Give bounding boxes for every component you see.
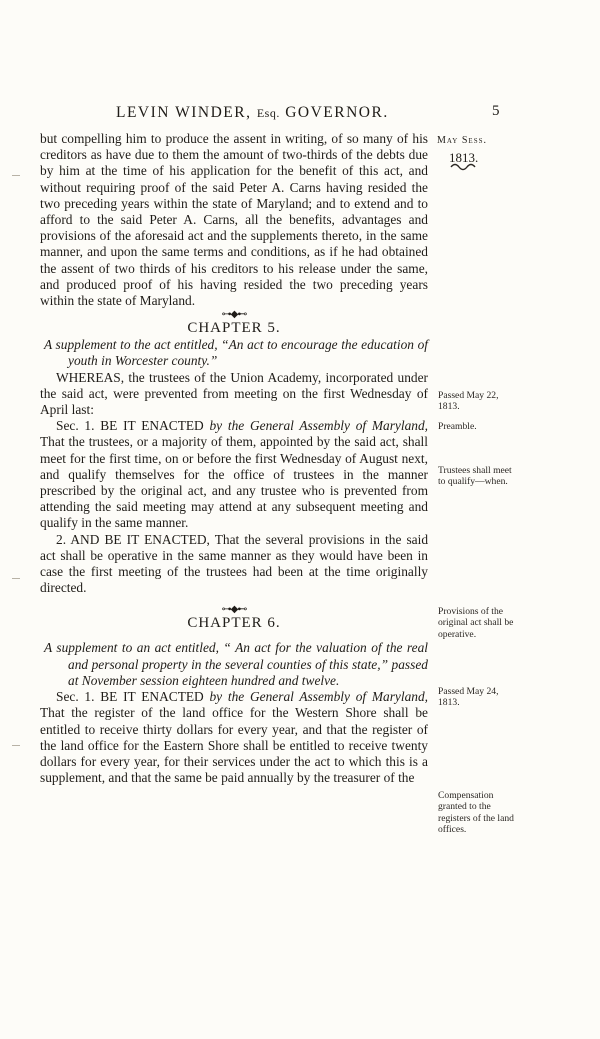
margin-note-trustees-meet: Trustees shall meet to qualify—when.: [438, 465, 512, 488]
running-header: [116, 104, 516, 122]
tilde-ornament-icon: [449, 161, 479, 173]
header-title-pre: LEVIN WINDER,: [116, 104, 257, 121]
margin-note-passed-may-24: Passed May 24, 1813.: [438, 686, 499, 709]
header-title-esq: Esq.: [256, 106, 280, 120]
chapter-6-section-1: [40, 689, 428, 786]
margin-tick-mark: [12, 745, 20, 746]
margin-tick-mark: [12, 175, 20, 176]
margin-note-compensation: Compensation granted to the registers of the land offices.: [438, 790, 514, 836]
chapter-6-title: CHAPTER 6.: [187, 615, 281, 632]
preamble-whereas: WHEREAS,: [56, 369, 125, 385]
main-text-column: [40, 131, 428, 786]
session-year: 1813.: [449, 150, 479, 165]
section-number: Sec. 1.: [56, 689, 101, 705]
chapter-5-title: CHAPTER 5.: [187, 320, 281, 337]
chapter-5-preamble: [40, 370, 428, 419]
section-text: That the several provisions in the said act shall be operative in the same manner as they would have been in case the first meeting of the trustees had been at the time originally directed.: [40, 531, 429, 596]
margin-note-provisions-operative: Provisions of the original act shall be operative.: [438, 606, 514, 640]
margin-note-preamble: Preamble.: [438, 421, 477, 432]
section-number: Sec. 1.: [56, 418, 101, 434]
session-label: May Sess.: [437, 135, 487, 146]
spacer: [40, 596, 428, 604]
margin-note-passed-may-22: Passed May 22, 1813.: [438, 390, 499, 413]
margin-tick-mark: [12, 578, 20, 579]
assembly-clause: by the General Assembly of Maryland,: [203, 418, 429, 434]
enacting-clause: BE IT ENACTED: [100, 418, 204, 434]
section-ornament-icon: ⊶◆⊷: [221, 604, 247, 616]
section-number: 2.: [56, 531, 71, 547]
section-text: That the register of the land office for the Western Shore shall be entitled to receive thirty dollars for every year, and that the register of the land office for the Eastern Shore shall be entitled to receive twenty dollars for every year, for their services under the act to which this is a supplement, and that the same be paid annually by the treasurer of the: [40, 705, 428, 786]
section-text: That the trustees, or a majority of them, appointed by the said act, shall meet for the first time, on or before the first Wednesday of August next, and qualify themselves for the office of trustees in the manner prescribed by the original act, and any trustee who is prevented from attending the said meeting may attend at any subsequent meeting and qualify in the same manner.: [40, 434, 428, 531]
preamble-text: the trustees of the Union Academy, incorporated under the said act, were prevented from meeting on the first Wednesday of April last:: [40, 369, 428, 418]
spacer: [40, 632, 428, 640]
header-title-post: GOVERNOR.: [279, 104, 389, 121]
page-number: 5: [492, 103, 500, 119]
chapter-5-section-1: [40, 418, 428, 531]
section-ornament-icon: ⊶◆⊷: [221, 309, 247, 321]
continued-paragraph: but compelling him to produce the assent in writing, of so many of his creditors as have due to them the amount of two-thirds of the debts due by him at the time of his application for the benefit of this act, and without requiring proof of the said Peter A. Carns having resided the two preceding years within the state of Maryland; and to extend and to afford to the said Peter A. Carns, all the benefits, advantages and provisions of the aforesaid act and the supplements thereto, in the same manner, and upon the same terms and conditions, as if he had obtained the assent of two thirds of his creditors to his release under the same, and produced proof of his having resided the two preceding years within the state of Maryland.: [40, 131, 428, 309]
chapter-5-subtitle: A supplement to the act entitled, “An act to encourage the education of youth in Worcester county.”: [44, 337, 428, 369]
chapter-6-subtitle: A supplement to an act entitled, “ An act for the valuation of the real and personal property in the several counties of this state,” passed at November session eighteen hundred and twelve.: [44, 640, 428, 688]
chapter-5-section-2: [40, 532, 428, 597]
enacting-clause: BE IT ENACTED: [100, 689, 204, 705]
assembly-clause: by the General Assembly of Maryland,: [203, 689, 429, 705]
enacting-clause: AND BE IT ENACTED,: [70, 531, 210, 547]
